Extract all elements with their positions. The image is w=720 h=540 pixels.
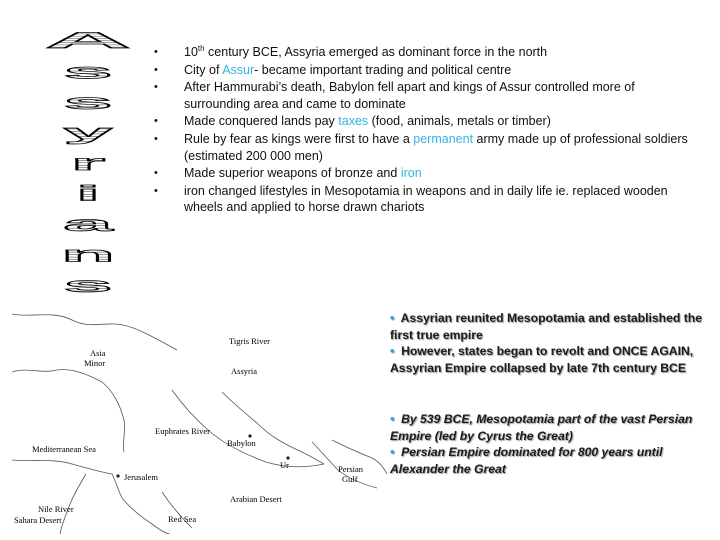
bullet-dot-icon: • — [154, 184, 158, 197]
summary-line: • By 539 BCE, Mesopotamia part of the vast Persian Empire (led by Cyrus the Great) — [390, 412, 693, 443]
highlight-term: Assur — [222, 62, 255, 77]
mesopotamia-map — [12, 312, 387, 534]
wordart-letter: s — [63, 89, 113, 114]
map-label-jerusalem: Jerusalem — [124, 472, 158, 482]
coastline-red-sea — [122, 492, 192, 534]
wordart-letter: s — [63, 59, 113, 84]
summary-box-persian — [390, 411, 710, 477]
map-label-tigris: Tigris River — [229, 336, 271, 346]
highlight-term: iron — [400, 166, 422, 181]
tigris-river-line — [222, 392, 324, 464]
summary-line: • Assyrian reunited Mesopotamia and established the first true empire — [390, 311, 702, 342]
wordart-letter: A — [44, 28, 132, 53]
wordart-letter: i — [75, 181, 101, 206]
highlight-term: taxes — [338, 114, 369, 129]
map-label-babylon: Babylon — [227, 438, 256, 448]
map-label-nile: Nile River — [38, 504, 74, 514]
map-label-arabian-desert: Arabian Desert — [230, 494, 282, 504]
summary-line: • However, states began to revolt and ONCE AGAIN, Assyrian Empire collapsed by late 7th century BCE — [390, 344, 694, 375]
bullet-dot-icon: • — [154, 63, 158, 76]
map-label-mediterranean: Mediterranean Sea — [32, 444, 96, 454]
map-label-persian-gulf: Persian Gulf — [338, 464, 364, 484]
bullet-dot-icon: • — [154, 81, 158, 94]
summary-box-assyrian — [390, 310, 710, 376]
coastline-asia-minor — [12, 370, 125, 452]
wordart-letter: s — [63, 272, 113, 297]
bullet-dot-icon: • — [390, 344, 395, 358]
wordart-letter: r — [70, 150, 106, 175]
map-label-asia-minor: Asia Minor — [84, 348, 106, 368]
jerusalem-dot — [116, 474, 119, 477]
bullet-item: • Made conquered lands pay taxes (food, animals, metals or timber) — [154, 114, 551, 129]
bullet-item: • Made superior weapons of bronze and iron — [154, 166, 422, 181]
bullet-item: • 10th century BCE, Assyria emerged as dominant force in the north — [154, 43, 548, 59]
bullet-list — [150, 44, 690, 217]
coastline-north — [12, 314, 177, 350]
bullet-dot-icon: • — [154, 46, 158, 58]
coastline-mediterranean-south — [12, 460, 122, 498]
bullet-dot-icon: • — [154, 132, 158, 145]
bullet-dot-icon: • — [154, 167, 158, 180]
wordart-letter: y — [63, 120, 113, 145]
summary-line: • Persian Empire dominated for 800 years until Alexander the Great — [390, 445, 663, 476]
map-label-assyria: Assyria — [231, 366, 257, 376]
bullet-item: • After Hammurabi’s death, Babylon fell apart and kings of Assur controlled more of surrounding area and came to dominate — [154, 80, 635, 111]
wordart-title — [18, 22, 158, 312]
bullet-dot-icon: • — [390, 412, 395, 426]
bullet-item: • City of Assur- became important trading and political centre — [154, 62, 512, 77]
map-label-red-sea: Red Sea — [168, 514, 197, 524]
bullet-item: • Rule by fear as kings were first to have a permanent army made up of professional soldiers (estimated 200 000 men) — [154, 131, 688, 163]
wordart-letter: n — [61, 242, 115, 267]
bullet-dot-icon: • — [154, 115, 158, 128]
bullet-dot-icon: • — [390, 445, 395, 459]
map-label-sahara: Sahara Desert — [14, 515, 62, 525]
map-label-euphrates: Euphrates River — [155, 426, 210, 436]
bullet-dot-icon: • — [390, 311, 395, 325]
wordart-letter: a — [63, 211, 113, 236]
map-label-ur: Ur — [280, 460, 289, 470]
highlight-term: permanent — [413, 131, 474, 146]
bullet-item: • iron changed lifestyles in Mesopotamia in weapons and in daily life ie. replaced wooden wheels and applied to horse drawn chariots — [154, 183, 668, 215]
